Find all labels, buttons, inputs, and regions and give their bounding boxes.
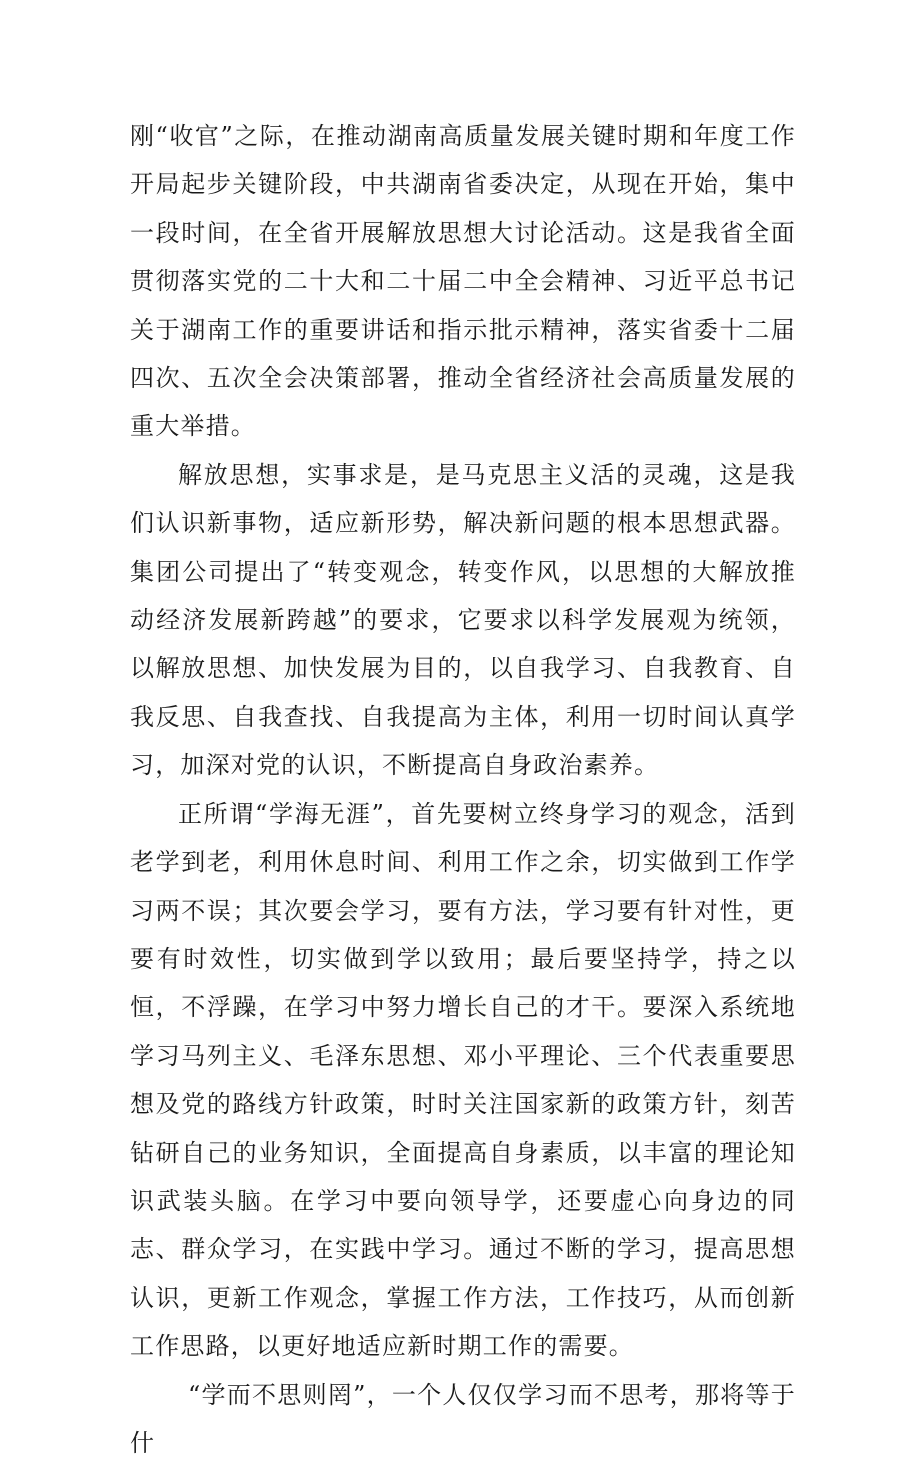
document-body (130, 112, 796, 1467)
paragraph-3: 正所谓“学海无涯”，首先要树立终身学习的观念，活到老学到老，利用休息时间、利用工作之余，切实做到工作学习两不误；其次要会学习，要有方法，学习要有针对性，更要有时效性，切实做到学以致用；最后要坚持学，持之以恒，不浮躁，在学习中努力增长自己的才干。要深入系统地学习马列主义、毛泽东思想、邓小平理论、三个代表重要思想及党的路线方针政策，时时关注国家新的政策方针，刻苦钻研自己的业务知识，全面提高自身素质，以丰富的理论知识武装头脑。在学习中要向领导学，还要虚心向身边的同志、群众学习，在实践中学习。通过不断的学习，提高思想认识，更新工作观念，掌握工作方法，工作技巧，从而创新工作思路，以更好地适应新时期工作的需要。 (130, 799, 796, 1361)
paragraph-1: 刚“收官”之际，在推动湖南高质量发展关键时期和年度工作开局起步关键阶段，中共湖南省委决定，从现在开始，集中一段时间，在全省开展解放思想大讨论活动。这是我省全面贯彻落实党的二十大和二十届二中全会精神、习近平总书记关于湖南工作的重要讲话和指示批示精神，落实省委十二届四次、五次全会决策部署，推动全省经济社会高质量发展的重大举措。 (130, 122, 796, 441)
paragraph-2: 解放思想，实事求是，是马克思主义活的灵魂，这是我们认识新事物，适应新形势，解决新问题的根本思想武器。集团公司提出了“转变观念，转变作风，以思想的大解放推动经济发展新跨越”的要求，它要求以科学发展观为统领，以解放思想、加快发展为目的，以自我学习、自我教育、自我反思、自我查找、自我提高为主体，利用一切时间认真学习，加深对党的认识，不断提高自身政治素养。 (130, 460, 796, 780)
paragraph-4: “学而不思则罔”，一个人仅仅学习而不思考，那将等于什 (130, 1380, 796, 1457)
